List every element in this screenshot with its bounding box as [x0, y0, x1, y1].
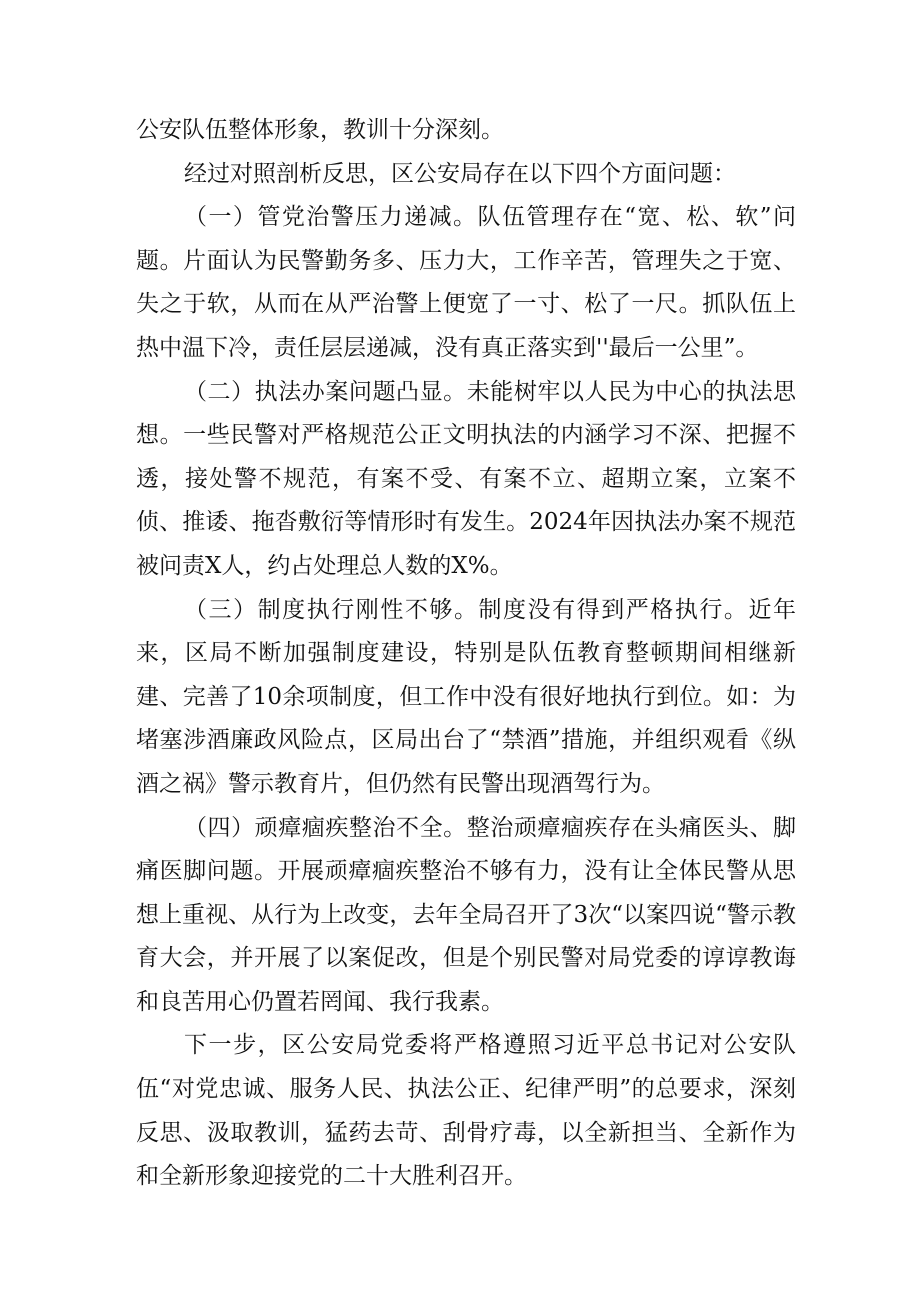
paragraph-issue-2: （二）执法办案问题凸显。未能树牢以人民为中心的执法思想。一些民警对严格规范公正文明执法的内涵学习不深、把握不透，接处警不规范，有案不受、有案不立、超期立案，立案不侦、推诿、拖沓敷衍等情形时有发生。2024年因执法办案不规范被问责X人，约占处理总人数的X%。	[136, 378, 796, 579]
paragraph-intro: 经过对照剖析反思，区公安局存在以下四个方面问题：	[184, 160, 736, 187]
paragraph-continued: 公安队伍整体形象，教训十分深刻。	[136, 117, 504, 143]
paragraph-issue-3: （三）制度执行刚性不够。制度没有得到严格执行。近年来，区局不断加强制度建设，特别是队伍教育整顿期间相继新建、完善了10余项制度，但工作中没有很好地执行到位。如：为堵塞涉酒廉政风险点，区局出台了“禁酒”措施，并组织观看《纵酒之祸》警示教育片，但仍然有民警出现酒驾行为。	[136, 596, 796, 797]
paragraph-issue-1: （一）管党治警压力递减。队伍管理存在“宽、松、软”问题。片面认为民警勤务多、压力大，工作辛苦，管理失之于宽、失之于软，从而在从严治警上便宽了一寸、松了一尺。抓队伍上热中温下冷，责任层层递减，没有真正落实到''最后一公里”。	[136, 204, 796, 361]
document-body	[136, 109, 796, 1199]
paragraph-issue-4: （四）顽瘴痼疾整治不全。整治顽瘴痼疾存在头痛医头、脚痛医脚问题。开展顽瘴痼疾整治不够有力，没有让全体民警从思想上重视、从行为上改变，去年全局召开了3次“以案四说“警示教育大会，并开展了以案促改，但是个别民警对局党委的谆谆教诲和良苦用心仍置若罔闻、我行我素。	[136, 814, 796, 1015]
paragraph-next-step: 下一步，区公安局党委将严格遵照习近平总书记对公安队伍“对党忠诚、服务人民、执法公正、纪律严明”的总要求，深刻反思、汲取教训，猛药去苛、刮骨疗毒，以全新担当、全新作为和全新形象迎接党的二十大胜利召开。	[136, 1032, 796, 1190]
